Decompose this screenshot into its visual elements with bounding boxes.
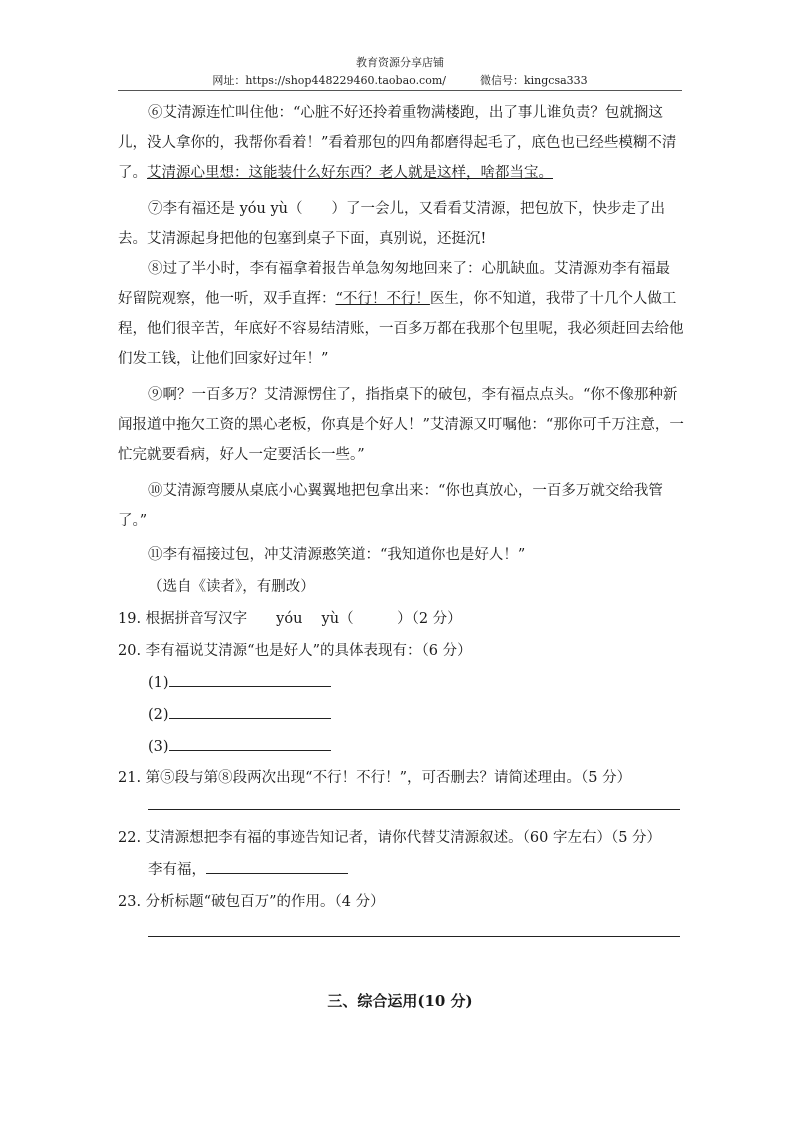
header-website: 网址：https://shop448229460.taobao.com/ [212,74,446,87]
q20-answer-2: (2) [148,703,331,723]
passage-source: （选自《读者》，有删改） [148,579,315,595]
underlined-phrase: “不行！不行！ [335,291,430,307]
question-22: 22. 艾清源想把李有福的事迹告知记者，请你代替艾清源叙述。（60 字左右）（5 分） [118,830,662,846]
q21-answer-line[interactable] [148,809,680,810]
paragraph-8: ⑧过了半小时，李有福拿着报告单急匆匆地回来了：心肌缺血。艾清源劝李有福最好留院观察，他一听，双手直挥：“不行！不行！医生，你不知道，我带了十几个人做工程，他们很辛苦，年底好不容易结清账，一百多万都在我那个包里呢，我必须赶回去给他们发工钱，让他们回家好过年！” [118,261,684,367]
paragraph-7: ⑦李有福还是 yóu yù（ ）了一会儿，又看看艾清源，把包放下，快步走了出去。艾清源起身把他的包塞到桌子下面，真别说，还挺沉! [118,201,666,247]
question-23: 23. 分析标题“破包百万”的作用。（4 分） [118,894,385,910]
header-divider [118,90,682,91]
question-21: 21. 第⑤段与第⑧段两次出现“不行！不行！”，可否删去？请简述理由。（5 分） [118,770,632,786]
answer-blank[interactable] [206,858,348,874]
header-title: 教育资源分享店铺 [356,56,444,69]
paragraph-6: ⑥艾清源连忙叫住他：“心脏不好还拎着重物满楼跑，出了事儿谁负责？包就搁这儿，没人拿你的，我帮你看着！”看着那包的四角都磨得起毛了，底色也已经些模糊不清了。艾清源心里想：这能装什么好东西？老人就是这样，啥都当宝。 [118,105,677,181]
answer-blank[interactable] [169,703,331,719]
q20-answer-1: (1) [148,671,331,691]
q20-answer-3: (3) [148,735,331,755]
header-contact [0,72,800,88]
answer-blank[interactable] [169,735,331,751]
question-20: 20. 李有福说艾清源“也是好人”的具体表现有：（6 分） [118,643,472,659]
underlined-sentence: 艾清源心里想：这能装什么好东西？老人就是这样，啥都当宝。 [147,165,553,181]
q22-answer: 李有福， [148,858,348,879]
question-19: 19. 根据拼音写汉字 yóu yù（ ）（2 分） [118,611,462,627]
answer-blank[interactable] [169,671,331,687]
paragraph-10: ⑩艾清源弯腰从桌底小心翼翼地把包拿出来：“你也真放心，一百多万就交给我管了。” [118,483,663,529]
paragraph-11: ⑪李有福接过包，冲艾清源憨笑道：“我知道你也是好人！” [148,547,526,563]
header-wechat: 微信号：kingcsa333 [479,74,588,87]
q23-answer-line[interactable] [148,936,680,937]
section-title: 三、综合运用(10 分) [327,992,473,1010]
paragraph-9: ⑨啊？一百多万？艾清源愣住了，指指桌下的破包，李有福点点头。“你不像那种新闻报道中拖欠工资的黑心老板，你真是个好人！”艾清源又叮嘱他：“那你可千万注意，一忙完就要看病，好人一定要活长一些。” [118,387,684,463]
